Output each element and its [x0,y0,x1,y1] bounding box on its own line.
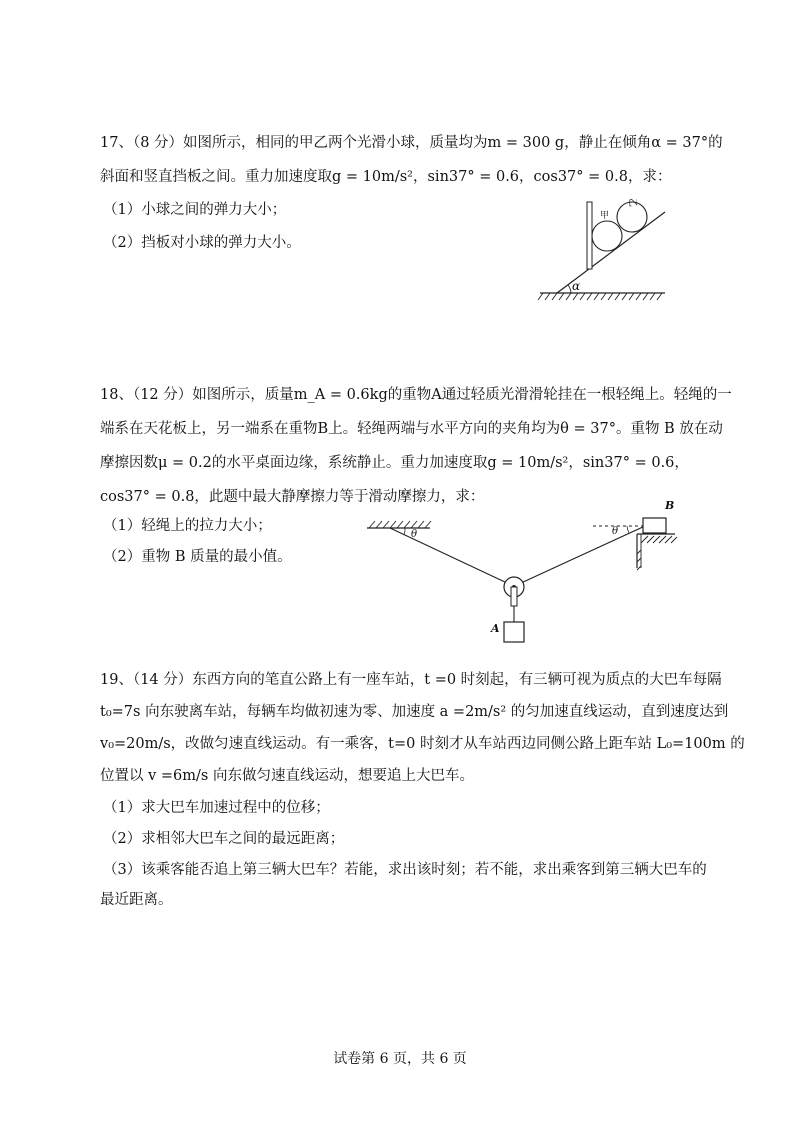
q19-line-1: 19、（14 分）东西方向的笔直公路上有一座车站，t =0 时刻起，有三辆可视为质点的大巴车每隔 [100,672,722,688]
q19-line-2: t₀=7s 向东驶离车站，每辆车均做初速为零、加速度 a =2m/s² 的匀加速直线运动，直到速度达到 [100,704,729,720]
q17-subquestion-1: （1）小球之间的弹力大小； [103,202,287,218]
angle-label-alpha: α [572,279,581,293]
q18-subquestion-1: （1）轻绳上的拉力大小； [103,518,272,534]
page-footer: 试卷第 6 页，共 6 页 [333,1051,467,1067]
q18-line-2: 端系在天花板上，另一端系在重物B上。轻绳两端与水平方向的夹角均为θ = 37°。重物 B 放在动 [100,421,723,437]
q17-subquestion-2: （2）挡板对小球的弹力大小。 [103,235,301,251]
ball-label-jia: 甲 [600,211,610,221]
block-label-b: B [665,499,675,512]
q18-pulley-figure [355,498,695,653]
block-label-a: A [491,622,500,635]
q19-subquestion-2: （2）求相邻大巴车之间的最远距离； [103,831,345,847]
q17-line-1: 17、（8 分）如图所示，相同的甲乙两个光滑小球，质量均为m = 300 g，静止在倾角α = 37°的 [100,135,723,151]
ball-label-yi: 乙 [627,197,638,208]
q18-subquestion-2: （2）重物 B 质量的最小值。 [103,549,292,565]
q17-line-2: 斜面和竖直挡板之间。重力加速度取g = 10m/s²，sin37° = 0.6，cos37° = 0.8，求： [100,169,672,185]
theta-label-left: θ [411,529,418,540]
q19-line-4: 位置以 v =6m/s 向东做匀速直线运动，想要追上大巴车。 [100,768,474,784]
q19-subquestion-1: （1）求大巴车加速过程中的位移； [103,800,330,816]
q19-subquestion-3-continued: 最近距离。 [100,892,173,908]
q19-line-3: v₀=20m/s，改做匀速直线运动。有一乘客，t=0 时刻才从车站西边同侧公路上距车站 L₀=100m 的 [100,736,745,752]
q18-line-3: 摩擦因数μ = 0.2的水平桌面边缘，系统静止。重力加速度取g = 10m/s²，sin37° = 0.6， [100,455,689,471]
q18-line-4: cos37° = 0.8，此题中最大静摩擦力等于滑动摩擦力，求： [100,489,485,505]
theta-label-right: θ [612,526,619,537]
q18-line-1: 18、（12 分）如图所示，质量m_A = 0.6kg的重物A通过轻质光滑滑轮挂在一根轻绳上。轻绳的一 [100,387,732,403]
q19-subquestion-3: （3）该乘客能否追上第三辆大巴车？若能，求出该时刻；若不能，求出乘客到第三辆大巴车的 [103,862,707,878]
